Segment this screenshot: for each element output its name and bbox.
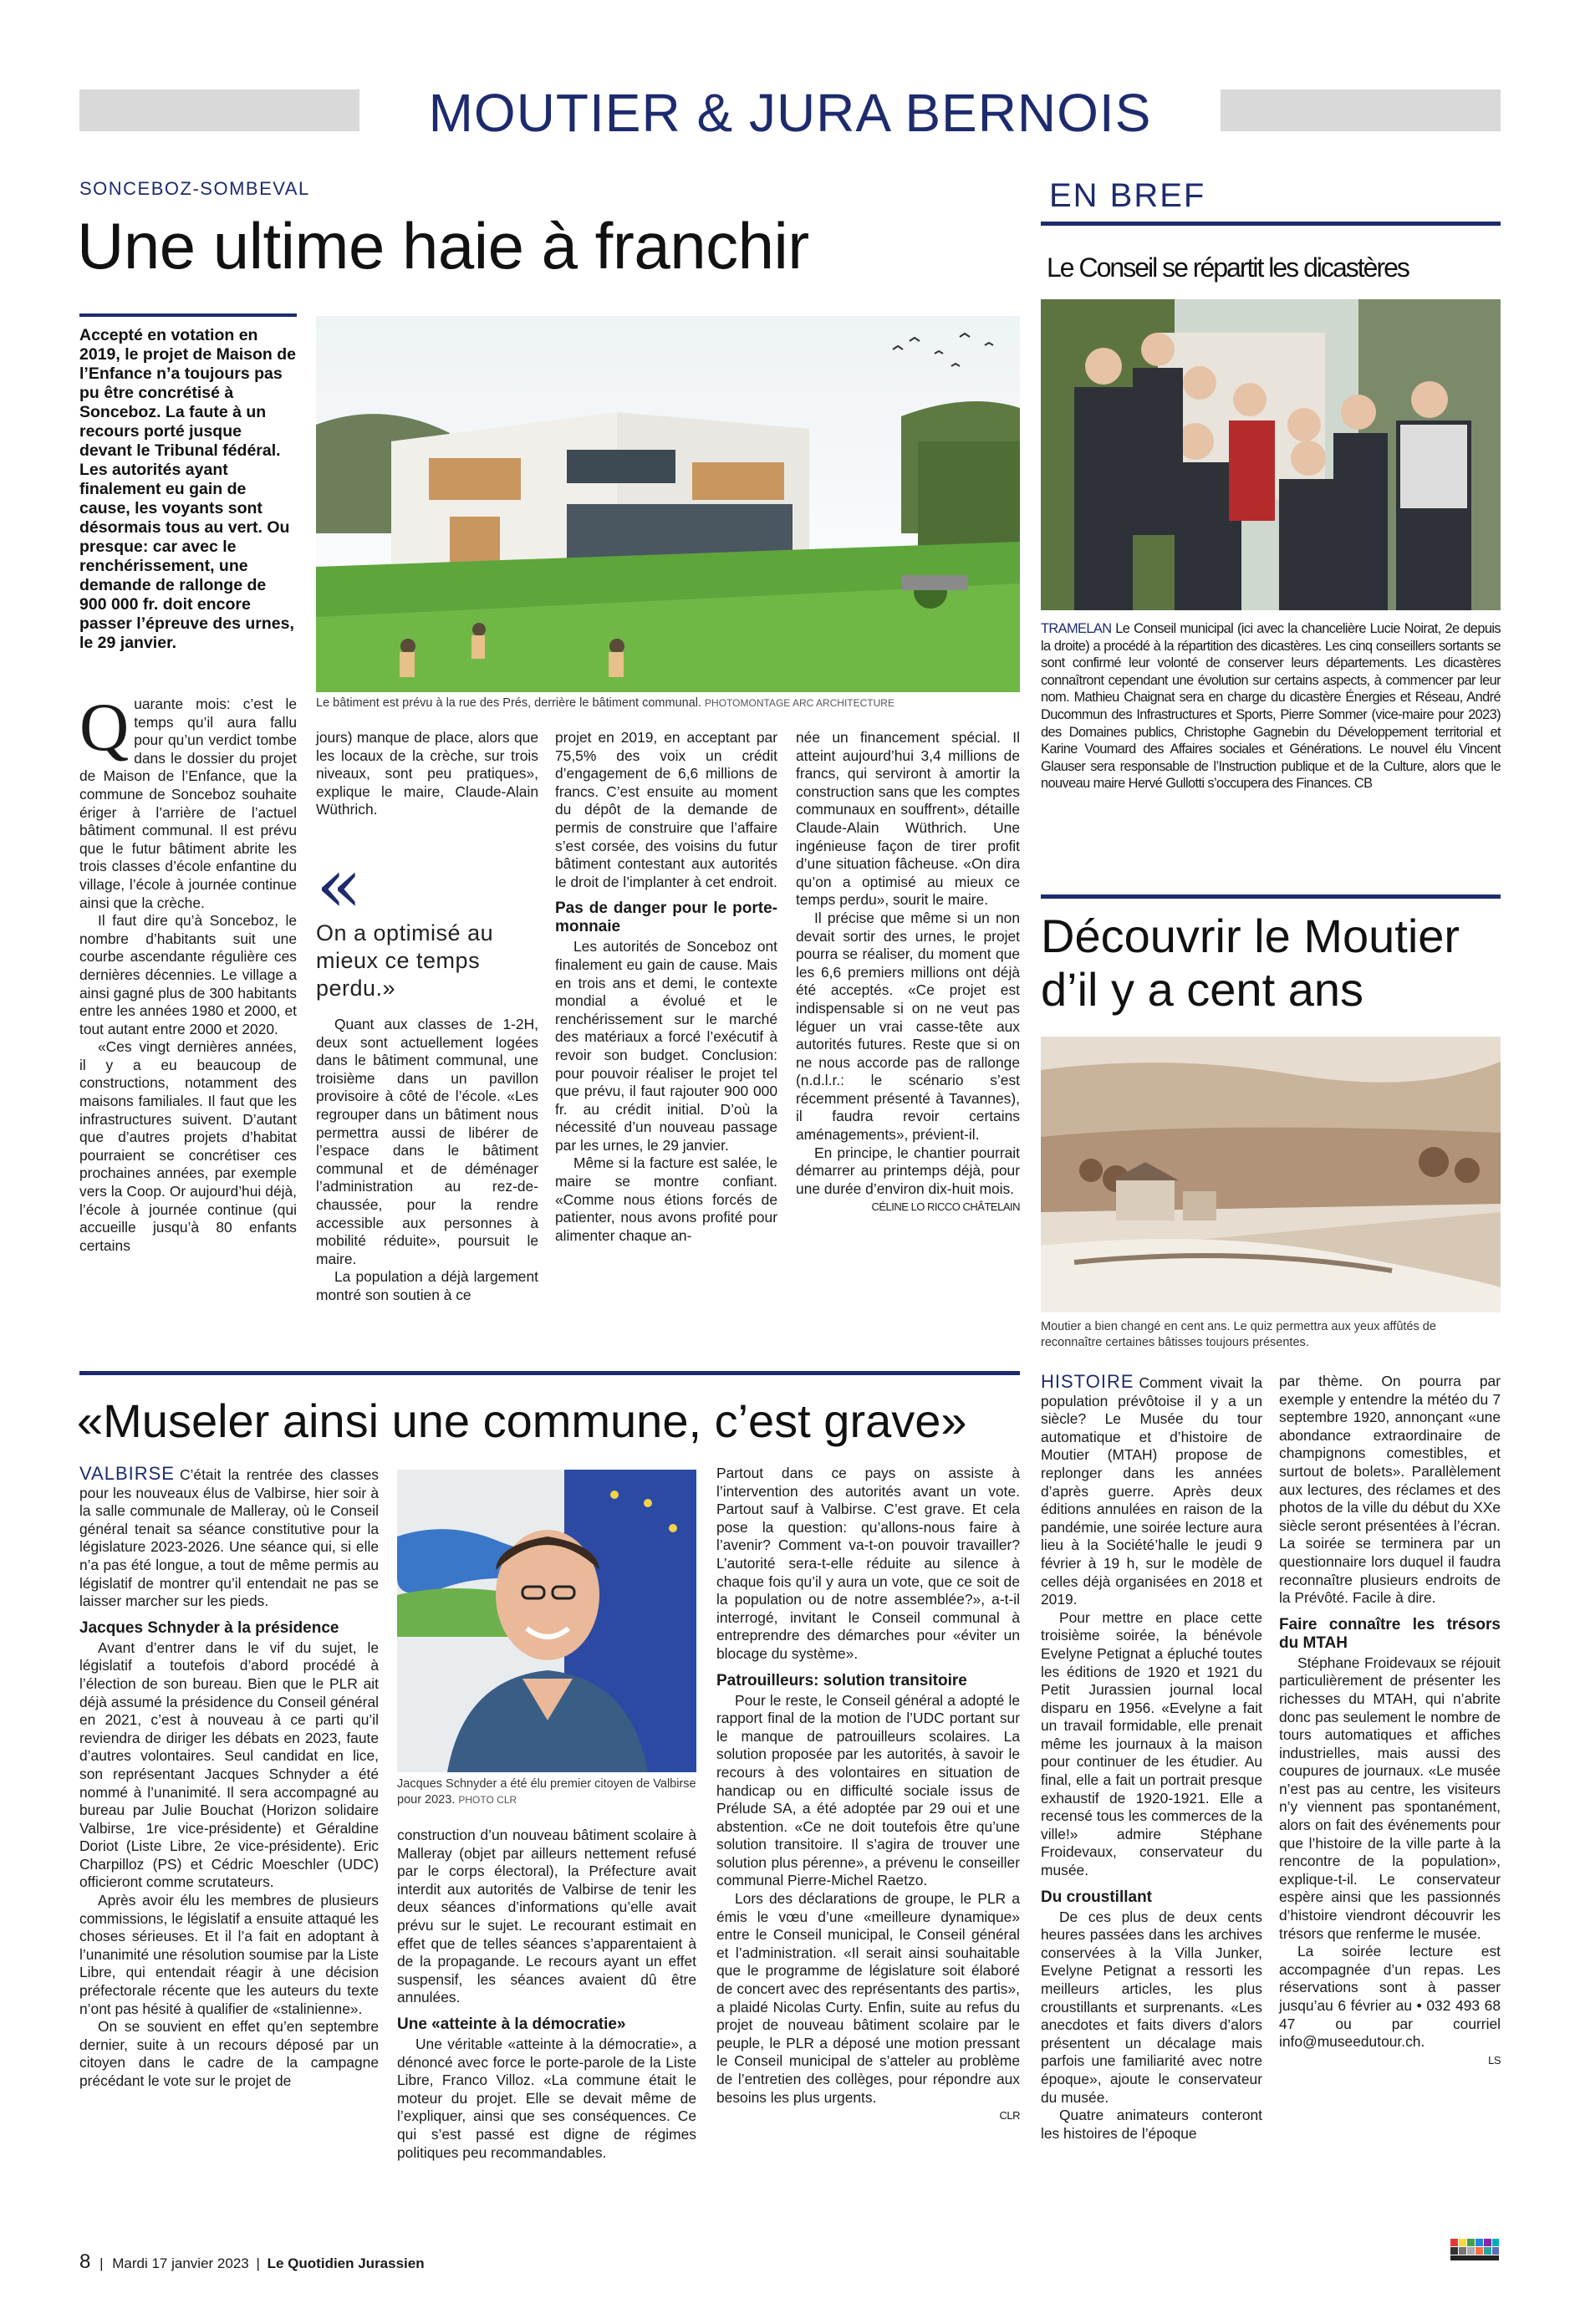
brief-photo (1041, 299, 1501, 610)
article1-subhead: Pas de danger pour le porte-monnaie (555, 900, 777, 936)
brief-title: Le Conseil se répartit les dicastères (1047, 252, 1409, 283)
article2-col3: Partout dans ce pays on assiste à l’intervention des autorités avant un vote. Partout sauf à Valbirse. C’est grave. Et cela pose la question: qu’allons-nous faire à l’avenir? Comment va-t-on pouvoir travailler? L’autorité sera-t-elle réduite au silence à chaque fois qu’il y aura un vote, que ce soit de la population ou de notre assemblée?», a-t-il interrogé, invitant le Conseil communal à entreprendre des démarches pour «éviter un blocage du système». Patrouilleurs: solution transitoire Pour le reste, le Conseil général a adopté le rapport final de la motion de l’UDC portant sur le manque de patrouilleurs scolaires. La solution proposée par les autorités, à savoir le recours à des volontaires en situation de handicap ou en difficulté sociale issus de Prélude SA, a été adoptée par 29 oui et une abstention. «Ce ne doit toutefois être qu’une solution transitoire. Il s’agira de trouver une solution plus pérenne», a prévenu le conseiller communal Pierre-Michel Raetzo. Lors des déclarations de groupe, le PLR a émis le vœu d’une «meilleure dynamique» entre le Conseil municipal, le Conseil général et l’administration. «Il serait ainsi souhaitable que le programme de législature soit élaboré de concert avec des représentants des partis», a plaidé Nicolas Curty. Enfin, suite au refus du projet de nouveau bâtiment scolaire par le peuple, le PLR a déposé une motion pressant le Conseil municipal de s’atteler au problème de l’entretien des collèges, pour répondre aux besoins les plus urgents. CLR (716, 1465, 1020, 2125)
article2-subhead-2: Une «atteinte à la démocratie» (397, 2015, 626, 2033)
article3-tag: HISTOIRE (1041, 1371, 1134, 1392)
brief-label: EN BREF (1049, 177, 1206, 214)
article1-col2b: Quant aux classes de 1-2H, deux sont actuellement logées dans le bâtiment communal, une troisième dans un pavillon provisoire à côté de l’école. «Les regrouper dans un bâtiment nous permettra aussi de libérer de l’espace dans le bâtiment communal et de déménager l’administration au rez-de-chaussée, pour la rendre accessible aux personnes à mobilité réduite», poursuit le maire. La population a déjà largement montré son soutien à ce (316, 1016, 538, 1303)
article3-subhead-2: Faire connaître les trésors du MTAH (1279, 1615, 1501, 1652)
article2-photo-caption: Jacques Schnyder a été élu premier citoyen de Valbirse pour 2023. PHOTO CLR (397, 1777, 696, 1807)
color-calibration-icon (1450, 2239, 1499, 2272)
article1-pullquote: On a optimisé au mieux ce temps perdu.» (316, 920, 494, 1001)
article3-photo-caption: Moutier a bien changé en cent ans. Le quiz permettra aux yeux affûtés de reconnaître certaines bâtisses toujours présentes. (1041, 1320, 1436, 1349)
page-number: 8 (79, 2250, 91, 2273)
article2-signature: CLR (999, 2109, 1020, 2123)
dropcap: Q (79, 689, 130, 765)
article3-headline: Découvrir le Moutier d’il y a cent ans (1041, 910, 1460, 1016)
article1-headline: Une ultime haie à franchir (77, 209, 809, 283)
section-title: MOUTIER & JURA BERNOIS (79, 82, 1501, 144)
article2-tag: VALBIRSE (79, 1463, 175, 1484)
article2-subhead-1: Jacques Schnyder à la présidence (79, 1618, 339, 1637)
footer-paper: Le Quotidien Jurassien (267, 2255, 425, 2271)
article1-signature: CÉLINE LO RICCO CHÂTELAIN (871, 1200, 1020, 1214)
page-footer: 8 | Mardi 17 janvier 2023 | Le Quotidien Jurassien (79, 2250, 425, 2273)
article1-col1: Q uarante mois: c’est le temps qu’il aura fallu pour qu’un verdict tombe dans le dossier du projet de Maison de l’Enfance, que la commune de Sonceboz souhaite ériger à l’arrière de l’actuel bâtiment communal. Il est prévu que le futur bâtiment abrite les trois classes d’école enfantine du village, l’école à journée continue ainsi que la crèche. Il faut dire qu’à Sonceboz, le nombre d’habitants suit une courbe ascendante régulière ces dernières décennies. Le village a ainsi gagné plus de 300 habitants entre les années 1980 et 2000, et tout autant entre 2000 et 2020. «Ces vingt dernières années, il y a eu beaucoup de constructions, notamment des maisons familiales. Il faut que les infrastructures suivent. D’autant que d’autres projets d’habitat pourraient se concrétiser ces prochaines années, par exemple vers la Coop. Or aujourd’hui déjà, l’école à journée continue (qui accueille jusqu’à 80 enfants certains (79, 689, 297, 1254)
article3-col2: par thème. On pourra par exemple y entendre la météo du 7 septembre 1920, annonçant «une abondance extraordinaire de champignons comestibles, et surtout de bolets». Parallèlement aux lectures, des réclames et des photos de la ville du début du XXe siècle seront présentées à l’écran. La soirée se terminera par un questionnaire lors duquel il faudra reconnaître plusieurs endroits de la Prévôté. Facile à dire. Faire connaître les trésors du MTAH Stéphane Froidevaux se réjouit particulièrement de présenter les richesses du MTAH, qui n’abrite donc pas seulement le nombre de tours automatiques et affiches industrielles, mais aussi des coupures de journaux. «Le musée n’est pas au centre, les visiteurs n’y viennent pas spontanément, alors on fait des événements pour que l’histoire de la ville parte à la rencontre de la population», explique-t-il. Le conservateur espère ainsi que les passionnés d’histoire viendront découvrir les trésors que renferme le musée. La soirée lecture est accompagnée d’un repas. Les réservations sont à passer jusqu’au 6 février au • 032 493 68 47 ou par courriel info@museedutour.ch. LS (1279, 1373, 1501, 2069)
brief-rule (1041, 222, 1501, 226)
article1-chapo: Accepté en votation en 2019, le projet de Maison de l’Enfance n’a toujours pas pu être concrétisé à Sonceboz. La faute à un recours porté jusque devant le Tribunal fédéral. Les autorités ayant finalement eu gain de cause, les voyants sont désormais tous au vert. Ou presque: car avec le renchérissement, une demande de rallonge de 900 000 fr. doit encore passer l’épreuve des urnes, le 29 janvier. (79, 326, 297, 652)
quote-mark-icon: « (316, 842, 363, 930)
article2-photo (397, 1470, 696, 1772)
footer-date: Mardi 17 janvier 2023 (112, 2255, 249, 2271)
brief-body: TRAMELAN Le Conseil municipal (ici avec la chancelière Lucie Noirat, 2e depuis la droite) a procédé à la répartition des dicastères. Les cinq conseillers sortants se sont confirmé leur volonté de conserver leurs départements. Les dicastères connaîtront cependant une évolution sur certains aspects, à commencer par leur nom. Mathieu Chaignat sera en charge du dicastère Énergies et Réseau, André Ducommun des Infrastructures et Sports, Pierre Sommer (vice-maire pour 2023) des Domaines publics, Christophe Gagnebin du Développement territorial et Karine Voumard des Affaires sociales et Générations. Le nouvel élu Vincent Glauser sera responsable de l’Instruction publique et de la Culture, alors que le nouveau maire Hervé Gullotti s’occupera des Finances. CB (1041, 621, 1501, 792)
article1-photo (316, 316, 1020, 692)
article1-kicker: SONCEBOZ-SOMBEVAL (79, 178, 310, 199)
article1-photo-caption: Le bâtiment est prévu à la rue des Prés, derrière le bâtiment communal. PHOTOMONTAGE ARC ARCHITECTURE (316, 696, 894, 710)
article2-headline: «Museler ainsi une commune, c’est grave» (77, 1394, 967, 1447)
article2-rule (79, 1371, 1020, 1375)
article3-photo (1041, 1037, 1501, 1312)
article3-rule (1041, 894, 1501, 899)
article1-col4: née un financement spécial. Il atteint aujourd’hui 3,4 millions de francs, qui serviront à amortir la construction sans que les comptes communaux en souffrent», détaille Claude-Alain Wüthrich. Une ingénieuse façon de tirer profit d’une situation fâcheuse. «On dira qu’on a optimisé au mieux ce temps perdu», sourit le maire. Il précise que même si un non devait sortir des urnes, le projet pourra se réaliser, du moment que les 6,6 premiers millions ont déjà été acceptés. «Ce projet est indispensable si on ne veut pas léguer un vrai casse-tête aux autorités futures. Reste que si on ne nous accorde pas de rallonge (n.d.l.r.: le scénario s’est récemment présenté à Tavannes), il faudra revoir certains aménagements», prévient-il. En principe, le chantier pourrait démarrer au printemps déjà, pour une durée d’environ dix-huit mois. CÉLINE LO RICCO CHÂTELAIN (796, 729, 1020, 1216)
article2-col1: VALBIRSE C’était la rentrée des classes pour les nouveaux élus de Valbirse, hier soir à la salle communale de Malleray, où le Conseil général tenait sa séance constitutive pour la législature 2023-2026. Une séance qui, si elle n’a pas été longue, a tout de même permis au législatif de montrer qu’il entendait ne pas se laisser marcher sur les pieds. Jacques Schnyder à la présidence Avant d’entrer dans le vif du sujet, le législatif a toutefois d’abord procédé à l’élection de son bureau. Bien que le PLR ait déjà assumé la présidence du Conseil général en 2021, c’est à nouveau à ce parti qu’il reviendra de diriger les débats en 2023, faute d’autres volontaires. Seul candidat en lice, son représentant Jacques Schnyder a été nommé à l’unanimité. Il sera accompagné au bureau par Julie Bouchat (Horizon solidaire Valbirse, 1re vice-présidente) et Géraldine Doriot (Liste Libre, 2e vice-présidente). Eric Charpilloz (PS) et Cédric Moeschler (UDC) officieront comme scrutateurs. Après avoir élu les membres de plusieurs commissions, le législatif a ensuite attaqué les choses sérieuses. Et il l’a fait en adoptant à l’unanimité une résolution soumise par la Liste Libre, qui entendait réagir à une décision préfectorale récente que les auteurs du texte n’ont pas hésité à qualifier de «stalinienne». On se souvient en effet qu’en septembre dernier, suite à un recours déposé par un citoyen dans le cadre de la campagne précédant le vote sur le projet de (79, 1463, 379, 2089)
chapo-rule (79, 313, 297, 317)
article2-subhead-3: Patrouilleurs: solution transitoire (716, 1671, 967, 1689)
article3-signature: LS (1488, 2053, 1501, 2067)
article3-subhead-1: Du croustillant (1041, 1888, 1153, 1906)
article3-col1: HISTOIRE Comment vivait la population prévôtoise il y a un siècle? Le Musée du tour automatique et d’histoire de Moutier (MTAH) propose de replonger dans les années d’après guerre. Après deux éditions annulées en raison de la pandémie, une soirée lecture aura lieu à la Société’halle le jeudi 9 février à 19 h, sur le modèle de celles déjà organisées en 2018 et 2019. Pour mettre en place cette troisième soirée, la bénévole Evelyne Petignat a épluché toutes les éditions de 1920 et 1921 du Petit Jurassien journal local disparu en 1956. «Evelyne a fait un travail formidable, elle prenait même les journaux à la maison pour continuer de les étudier. Au final, elle a fait un portrait presque exhaustif de 1920-1921. Elle a recensé tous les commerces de la ville!» admire Stéphane Froidevaux, conservateur du musée. Du croustillant De ces plus de deux cents heures passées dans les archives conservées à la Villa Junker, Evelyne Petignat a ressorti les meilleurs articles, les plus croustillants et surprenants. «Les anecdotes et faits divers d’alors présentent un décalage mais parfois une familiarité avec notre époque», ajoute le conservateur du musée. Quatre animateurs conteront les histoires de l’époque (1041, 1371, 1262, 2142)
article1-col2: jours) manque de place, alors que les locaux de la crèche, sur trois niveaux, sont peu pratiques», explique le maire, Claude-Alain Wüthrich. (316, 729, 538, 818)
article2-col2: construction d’un nouveau bâtiment scolaire à Malleray (objet par ailleurs nettement refusé par le corps électoral), la Préfecture avait interdit aux autorités de Valbirse de tenir les deux séances d’informations qu’elle avait prévu sur le sujet. Le recourant estimait en effet que de telles séances s’apparentaient à de la propagande. Le recours ayant un effet suspensif, les séances avaient dû être annulées. Une «atteinte à la démocratie» Une véritable «atteinte à la démocratie», a dénoncé avec force le porte-parole de la Liste Libre, Franco Villoz. «La commune était le moteur du projet. Elle se devait même de l’expliquer, ainsi que ses conséquences. Ce qui s’est passé est digne de régimes politiques peu recommandables. (397, 1827, 696, 2161)
article1-col3: projet en 2019, en acceptant par 75,5% des voix un crédit d’engagement de 6,6 millions de francs. C’est ensuite au moment du dépôt de la demande de permis de construire que l’affaire s’est corsée, des voisins du futur bâtiment contestant aux autorités le droit de l’implanter à cet endroit. Pas de danger pour le porte-monnaie Les autorités de Sonceboz ont finalement eu gain de cause. Mais en trois ans et demi, le contexte mondial a évolué et le renchérissement sur le marché des matériaux a forcé l’exécutif à revoir son budget. Conclusion: pour pouvoir réaliser le projet tel que prévu, il faut rajouter 900 000 fr. au crédit initial. D’où la nécessité d’un nouveau passage par les urnes, le 29 janvier. Même si la facture est salée, le maire se montre confiant. «Comme nous étions forcés de patienter, nous avons profité pour alimenter chaque an- (555, 729, 777, 1244)
